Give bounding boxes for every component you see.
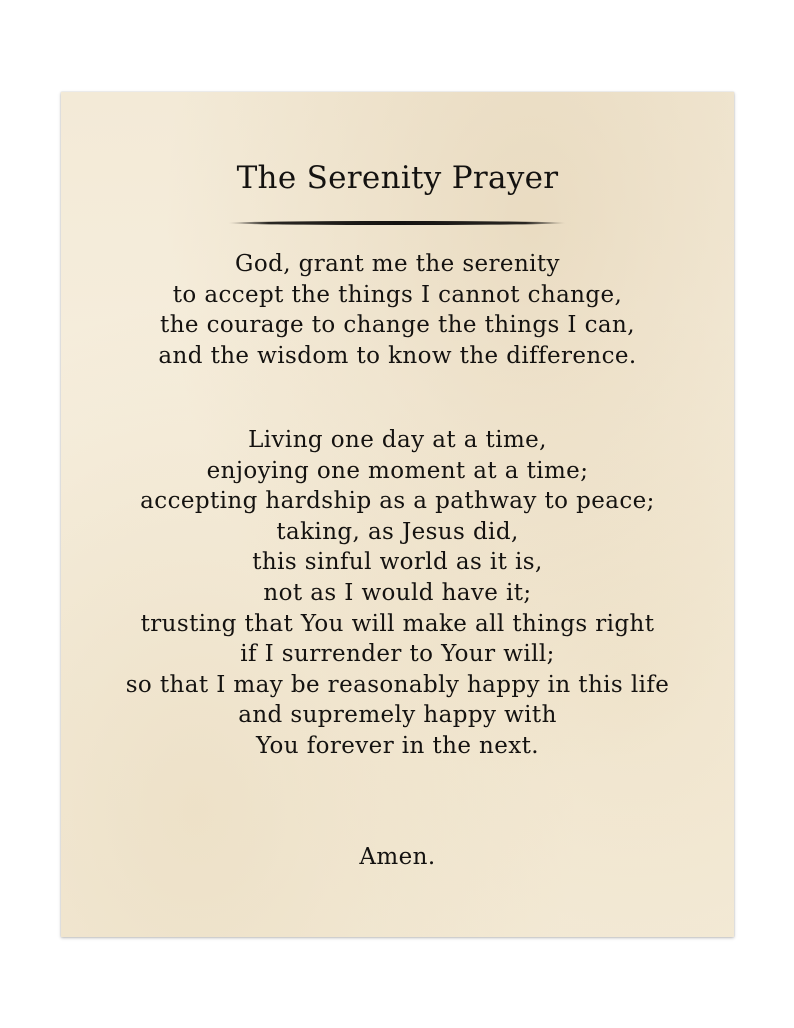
stanza-2 [61, 425, 734, 762]
stanza-line: Living one day at a time, [248, 427, 547, 453]
stanza-line: accepting hardship as a pathway to peace; [140, 488, 655, 515]
stanza-line: and supremely happy with [238, 702, 557, 729]
stanza-line: God, grant me the serenity [235, 251, 560, 277]
page-title: The Serenity Prayer [236, 160, 559, 196]
stanza-line: the courage to change the things I can, [160, 312, 635, 339]
title-divider [228, 221, 566, 225]
stanza-1 [61, 249, 734, 371]
stanza-line: this sinful world as it is, [252, 549, 543, 576]
stanza-line: so that I may be reasonably happy in this life [125, 671, 670, 698]
stanza-line: taking, as Jesus did, [276, 518, 519, 545]
stanza-line: if I surrender to Your will; [240, 641, 555, 668]
closing-amen: Amen. [359, 844, 436, 870]
stanza-line: to accept the things I cannot change, [172, 281, 623, 308]
stanza-line: enjoying one moment at a time; [206, 457, 589, 484]
parchment-print [61, 92, 734, 937]
stanza-line: not as I would have it; [263, 579, 532, 606]
stanza-line: trusting that You will make all things right [140, 610, 655, 637]
stanza-line: You forever in the next. [255, 732, 540, 759]
stanza-line: and the wisdom to know the difference. [158, 342, 637, 369]
